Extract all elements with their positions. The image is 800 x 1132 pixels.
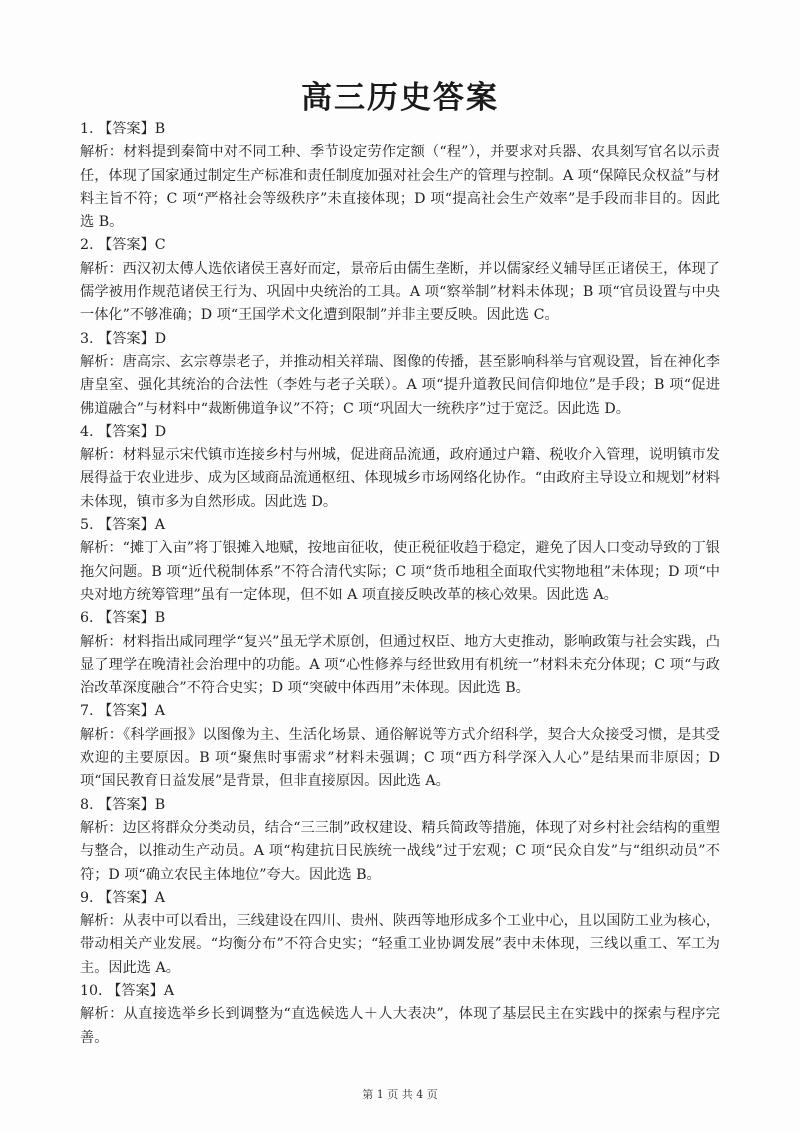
- answer-explanation: 解析：材料显示宋代镇市连接乡村与州城，促进商品流通，政府通过户籍、税收介入管理，说明镇市发展得益于农业进步、成为区域商品流通枢纽、体现城乡市场网络化协作。“由政府主导设立和规划”材料未体现，镇市多为自然形成。因此选 D。: [80, 447, 720, 510]
- answer-explanation: 解析：从直接选举乡长到调整为“直选候选人＋人大表决”，体现了基层民主在实践中的探索与程序完善。: [80, 1006, 720, 1046]
- answer-item: [80, 607, 720, 700]
- answer-label: 2. 【答案】C: [80, 237, 166, 254]
- answer-label: 9. 【答案】A: [80, 889, 166, 906]
- answer-label: 8. 【答案】B: [80, 796, 166, 813]
- answer-item: [80, 794, 720, 887]
- answer-explanation: 解析：“摊丁入亩”将丁银摊入地赋，按地亩征收，使正税征收趋于稳定，避免了因人口变动导致的丁银拖欠问题。B 项“近代税制体系”不符合清代实际；C 项“货币地租全面取代实物地租”未体现；D 项“中央对地方统筹管理”虽有一定体现，但不如 A 项直接反映改革的核心效果。因此选 A。: [80, 540, 720, 603]
- answer-explanation: 解析：《科学画报》以图像为主、生活化场景、通俗解说等方式介绍科学，契合大众接受习惯，是其受欢迎的主要原因。B 项“聚焦时事需求”材料未强调；C 项“西方科学深入人心”是结果而非原因；D 项“国民教育日益发展”是背景，但非直接原因。因此选 A。: [80, 726, 720, 790]
- answer-explanation: 解析：唐高宗、玄宗尊崇老子，并推动相关祥瑞、图像的传播，甚至影响科举与官观设置，旨在神化李唐皇室、强化其统治的合法性（李姓与老子关联）。A 项“提升道教民间信仰地位”是手段；B 项“促进佛道融合”与材料中“裁断佛道争议”不符；C 项“巩固大一统秩序”过于宽泛。因此选 D。: [80, 353, 720, 417]
- page-number: 第 1 页 共 4 页: [362, 1088, 438, 1101]
- answer-label: 3. 【答案】D: [80, 330, 167, 347]
- answer-item: [80, 234, 720, 327]
- answer-item: [80, 980, 720, 1050]
- answer-explanation: 解析：边区将群众分类动员，结合“三三制”政权建设、精兵简政等措施，体现了对乡村社会结构的重塑与整合，以推动生产动员。A 项“构建抗日民族统一战线”过于宏观；C 项“民众自发”与“组织动员”不符；D 项“确立农民主体地位”夸大。因此选 B。: [80, 819, 720, 883]
- answer-item: [80, 514, 720, 607]
- answer-label: 7. 【答案】A: [80, 703, 166, 720]
- answer-item: [80, 118, 720, 234]
- answer-explanation: 解析：西汉初太傅人选依诸侯王喜好而定，景帝后由儒生垄断，并以儒家经义辅导匡正诸侯王，体现了儒学被用作规范诸侯王行为、巩固中央统治的工具。A 项“察举制”材料未体现；B 项“官员设置与中央一体化”不够准确；D 项“王国学术文化遭到限制”并非主要反映。因此选 C。: [80, 260, 720, 324]
- answer-label: 4. 【答案】D: [80, 423, 167, 440]
- answer-explanation: 解析：材料提到秦简中对不同工种、季节设定劳作定额（“程”），并要求对兵器、农具刻写官名以示责任，体现了国家通过制定生产标准和责任制度加强对社会生产的管理与控制。A 项“保障民众权益”与材料主旨不符；C 项“严格社会等级秩序”未直接体现；D 项“提高社会生产效率”是手段而非目的。因此选 B。: [80, 144, 720, 231]
- answer-item: [80, 700, 720, 793]
- answer-explanation: 解析：材料指出咸同理学“复兴”虽无学术原创，但通过权臣、地方大吏推动，影响政策与社会实践，凸显了理学在晚清社会治理中的功能。A 项“心性修养与经世致用有机统一”材料未充分体现；C 项“与政治改革深度融合”不符合史实；D 项“突破中体西用”未体现。因此选 B。: [80, 633, 720, 697]
- answer-label: 10. 【答案】A: [80, 982, 175, 999]
- answer-item: [80, 328, 720, 421]
- answer-item: [80, 421, 720, 514]
- answer-label: 5. 【答案】A: [80, 517, 166, 534]
- answer-label: 1. 【答案】B: [80, 121, 166, 137]
- answer-list: [80, 118, 720, 1050]
- page-title: 高三历史答案: [301, 80, 499, 116]
- answer-label: 6. 【答案】B: [80, 610, 166, 627]
- answer-explanation: 解析：从表中可以看出，三线建设在四川、贵州、陕西等地形成多个工业中心，且以国防工业为核心，带动相关产业发展。“均衡分布”不符合史实；“轻重工业协调发展”表中未体现，三线以重工、军工为主。因此选 A。: [80, 913, 720, 976]
- answer-item: [80, 887, 720, 980]
